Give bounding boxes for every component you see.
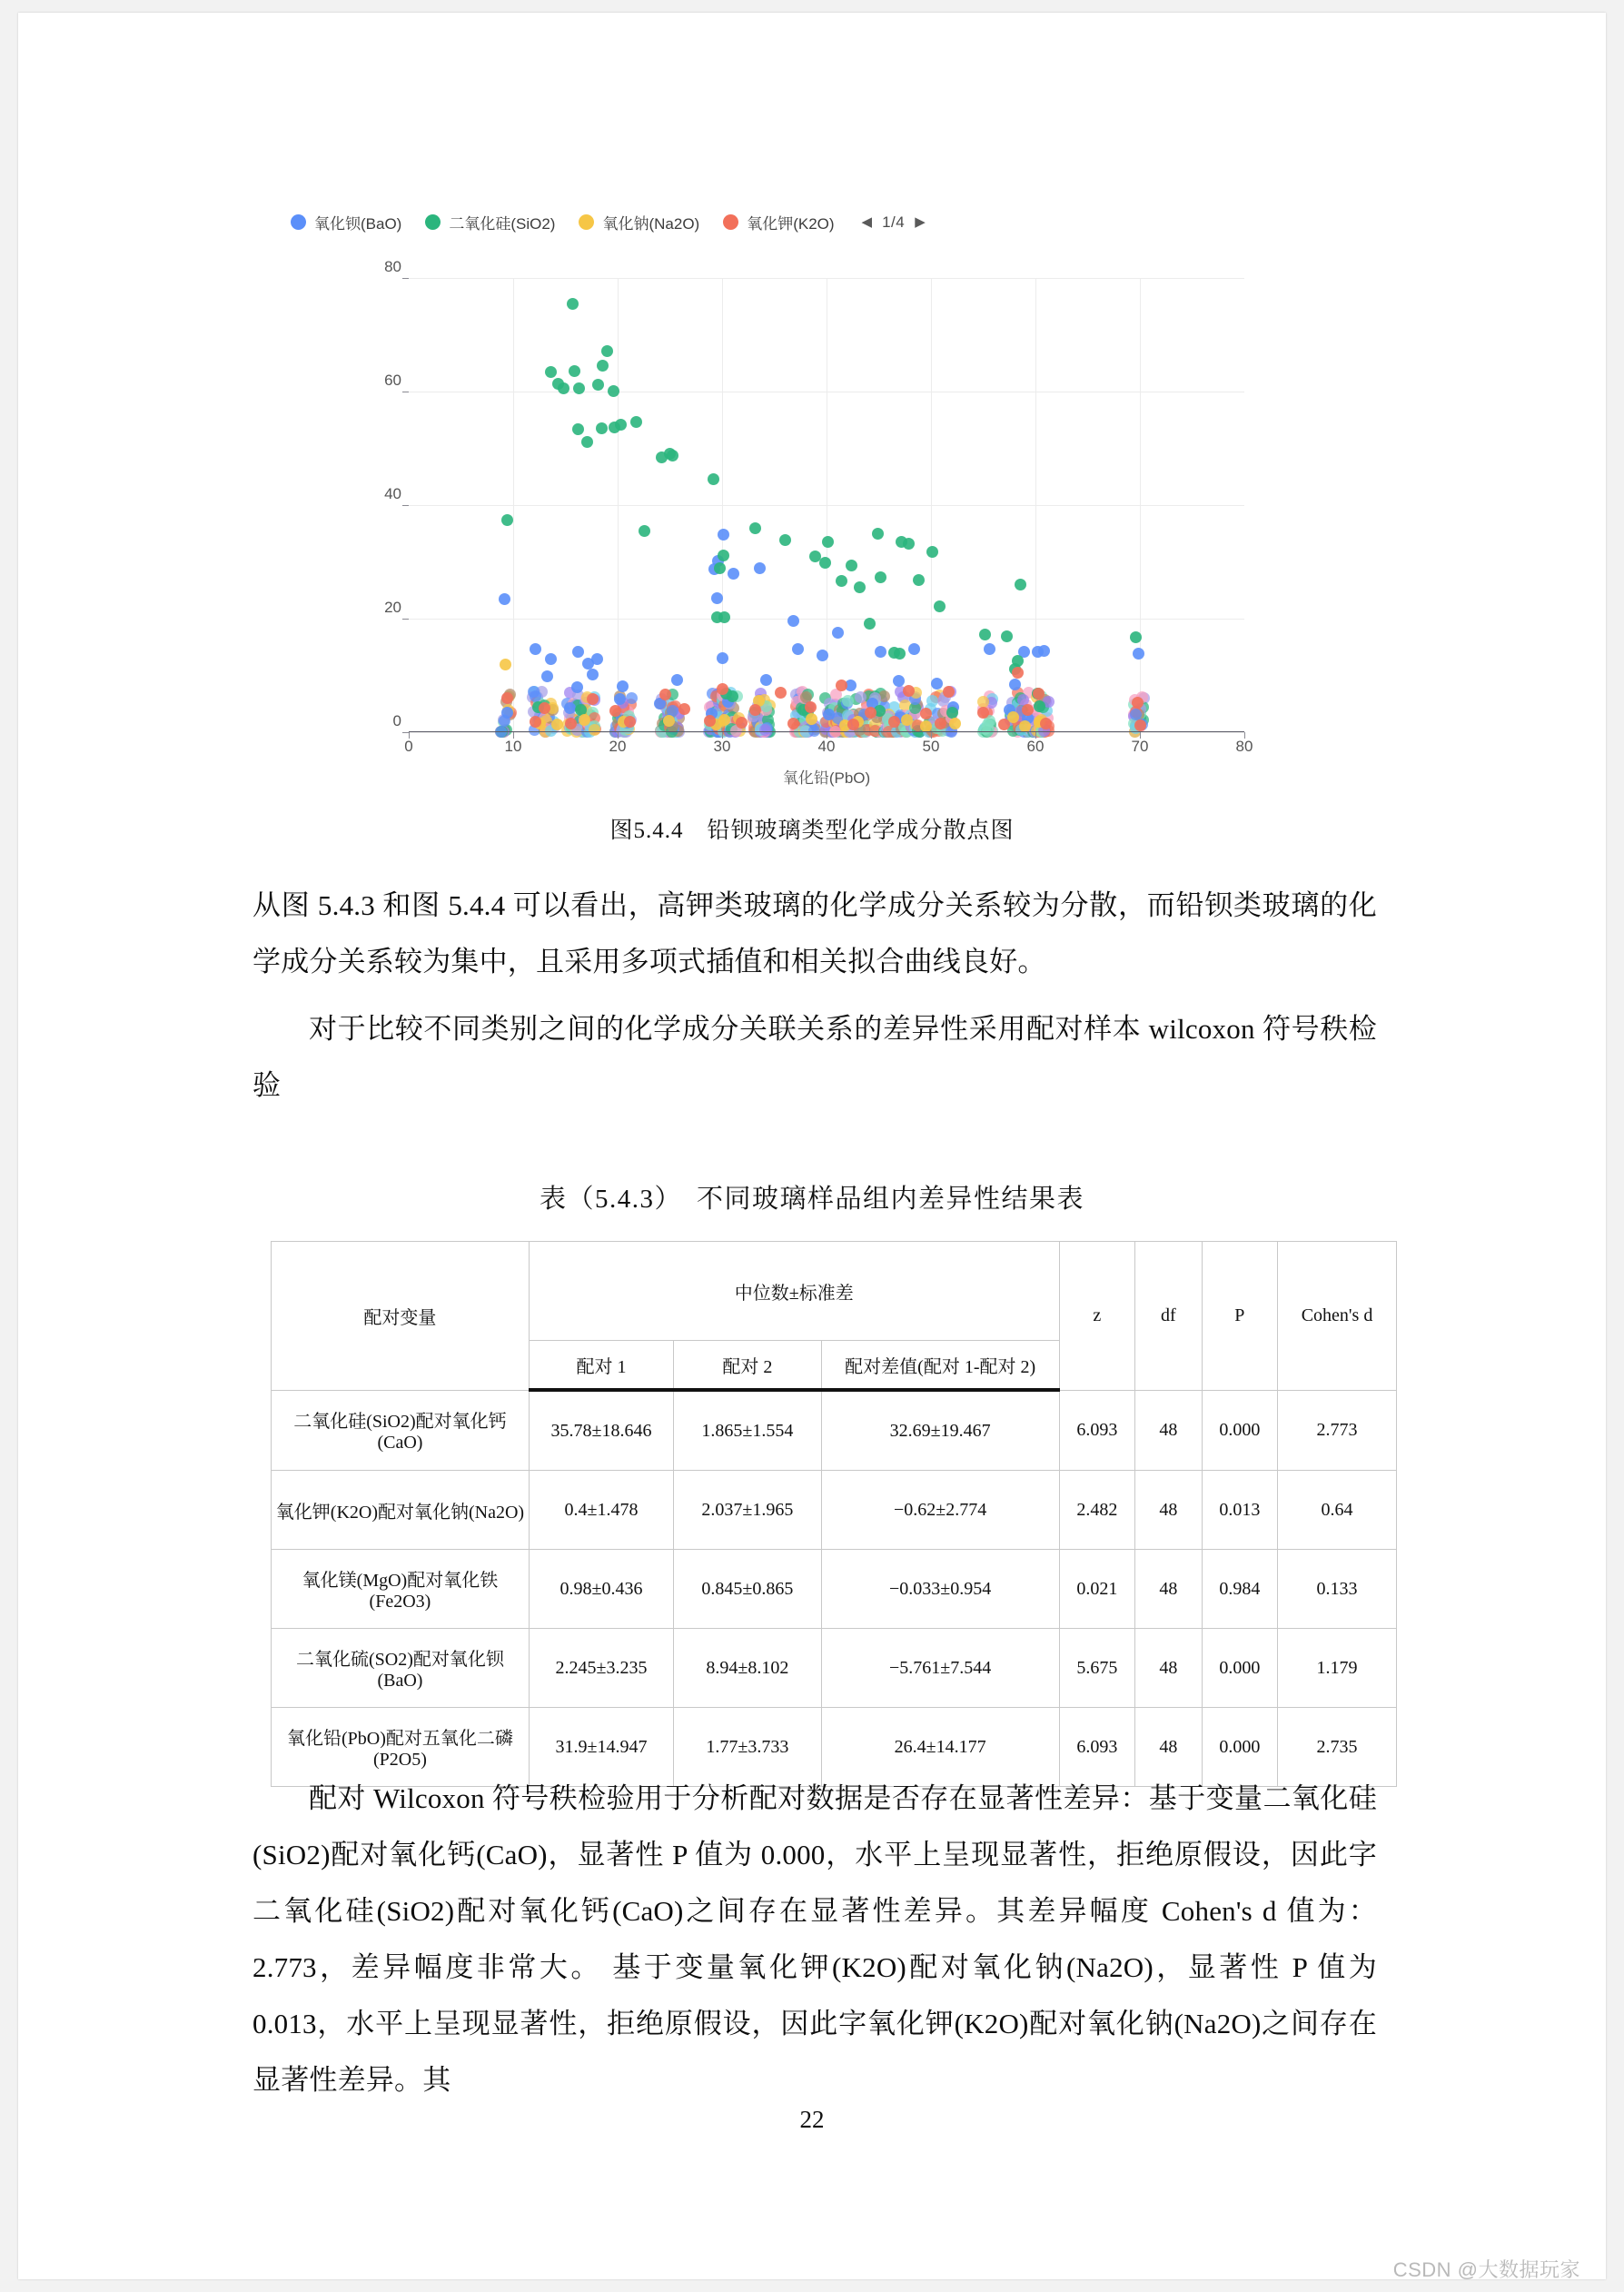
legend-item-1[interactable] [425, 211, 555, 233]
x-axis-title: 氧化铅(PbO) [782, 769, 871, 787]
cell-pair1: 0.98±0.436 [529, 1550, 673, 1629]
scatter-point-series-1 [708, 473, 719, 485]
scatter-point-series-0 [718, 529, 729, 541]
scatter-point-series-3 [805, 701, 817, 713]
scatter-point-series-0 [571, 681, 583, 693]
cell-pair1: 31.9±14.947 [529, 1708, 673, 1787]
th-df: df [1135, 1242, 1203, 1391]
scatter-point-series-0 [614, 693, 626, 705]
th-diff: 配对差值(配对 1-配对 2) [821, 1341, 1059, 1391]
scatter-point-series-1 [864, 618, 876, 630]
cell-cohens-d: 1.179 [1278, 1629, 1397, 1708]
scatter-point [842, 695, 854, 707]
x-tick-label: 20 [609, 738, 627, 755]
scatter-point-series-0 [832, 627, 844, 639]
x-axis-tick-labels [404, 738, 1253, 765]
scatter-point-series-0 [817, 650, 828, 661]
scatter-point-series-3 [836, 680, 847, 691]
scatter-point-series-0 [1133, 648, 1144, 660]
scatter-point-series-1 [567, 298, 579, 310]
gridline-vertical [1140, 278, 1141, 732]
scatter-point [528, 686, 540, 698]
scatter-point-series-1 [1130, 631, 1142, 643]
scatter-point-series-0 [760, 674, 772, 686]
legend-color-dot [291, 214, 306, 230]
legend-item-3[interactable] [723, 211, 834, 233]
cell-z: 6.093 [1059, 1390, 1134, 1471]
scatter-point-series-0 [545, 653, 557, 665]
cell-pair1: 35.78±18.646 [529, 1390, 673, 1471]
scatter-point-series-1 [1015, 579, 1026, 590]
scatter-point-series-1 [592, 379, 604, 391]
scatter-point-series-1 [749, 522, 761, 534]
scatter-point-series-0 [587, 669, 599, 680]
scatter-point-series-0 [564, 702, 576, 714]
legend-pager [862, 213, 926, 232]
scatter-point-series-0 [908, 643, 920, 655]
cell-p: 0.000 [1202, 1390, 1277, 1471]
scatter-point-series-0 [717, 652, 728, 664]
y-axis-tick-labels [365, 258, 401, 729]
cell-diff: 26.4±14.177 [821, 1708, 1059, 1787]
scatter-point-series-0 [617, 680, 629, 692]
x-tick-label: 50 [922, 738, 940, 755]
scatter-point-series-3 [920, 708, 932, 719]
scatter-point-series-1 [630, 416, 642, 428]
scatter-point-series-1 [608, 385, 619, 397]
scatter-point-series-1 [872, 528, 884, 540]
scatter-point-series-3 [775, 687, 787, 699]
cell-df: 48 [1135, 1629, 1203, 1708]
scatter-point-series-1 [552, 378, 564, 390]
scatter-point-series-0 [591, 653, 603, 665]
scatter-point-series-0 [499, 593, 510, 605]
scatter-point-series-1 [581, 436, 593, 448]
cell-pair2: 1.77±3.733 [674, 1708, 822, 1787]
y-axis-tick [402, 732, 409, 733]
x-tick-label: 0 [404, 738, 413, 755]
table-row [272, 1550, 1397, 1629]
scatter-point-series-3 [704, 715, 716, 727]
legend-label: 氧化钡(BaO) [314, 215, 402, 233]
cell-cohens-d: 0.133 [1278, 1550, 1397, 1629]
th-cohens-d: Cohen's d [1278, 1242, 1397, 1391]
cell-variable: 氧化镁(MgO)配对氧化铁(Fe2O3) [272, 1550, 530, 1629]
scatter-point-series-2 [579, 714, 590, 726]
cell-variable: 二氧化硫(SO2)配对氧化钡(BaO) [272, 1629, 530, 1708]
cell-pair1: 0.4±1.478 [529, 1471, 673, 1550]
scatter-point-series-3 [1012, 667, 1024, 679]
scatter-point-series-1 [926, 546, 938, 558]
cell-cohens-d: 2.773 [1278, 1390, 1397, 1471]
legend-label: 二氧化硅(SiO2) [449, 215, 556, 233]
scatter-point-series-3 [565, 718, 577, 729]
y-tick-label: 60 [384, 372, 401, 389]
triangle-right-icon[interactable]: ▶ [915, 214, 926, 230]
cell-df: 48 [1135, 1471, 1203, 1550]
scatter-point-series-0 [572, 646, 584, 658]
scatter-point-series-0 [984, 643, 995, 655]
cell-z: 0.021 [1059, 1550, 1134, 1629]
cell-z: 2.482 [1059, 1471, 1134, 1550]
scatter-point-series-0 [1038, 645, 1050, 657]
scatter-point-series-1 [718, 611, 730, 623]
y-axis-tick [402, 505, 409, 506]
y-axis-tick [402, 619, 409, 620]
chart-legend [291, 211, 926, 233]
scatter-point-series-2 [806, 713, 817, 725]
scatter-point-series-1 [822, 536, 834, 548]
scatter-point-series-1 [903, 538, 915, 550]
legend-item-2[interactable] [579, 211, 699, 233]
scatter-point-series-1 [667, 450, 678, 461]
scatter-point [926, 695, 938, 707]
watermark: CSDN @大数据玩家 [1392, 2258, 1580, 2279]
scatter-point-series-3 [678, 703, 690, 715]
scatter-plot [384, 258, 1253, 787]
legend-label: 氧化钾(K2O) [747, 215, 835, 233]
scatter-point-series-1 [639, 525, 650, 537]
cell-z: 5.675 [1059, 1629, 1134, 1708]
scatter-point-series-3 [501, 692, 513, 704]
table-row [272, 1471, 1397, 1550]
scatter-point-series-1 [913, 574, 925, 586]
scatter-point-series-1 [779, 534, 791, 546]
scatter-point-series-1 [894, 648, 906, 660]
scatter-point-series-1 [573, 382, 585, 394]
scatter-point-series-1 [727, 690, 738, 702]
x-tick-label: 70 [1131, 738, 1149, 755]
scatter-point-series-1 [601, 345, 613, 357]
cell-p: 0.000 [1202, 1708, 1277, 1787]
scatter-point-series-1 [569, 365, 580, 377]
cell-variable: 二氧化硅(SiO2)配对氧化钙(CaO) [272, 1390, 530, 1471]
scatter-point-series-1 [854, 581, 866, 593]
scatter-point-series-1 [615, 419, 627, 431]
scatter-point-series-0 [501, 707, 513, 719]
scatter-point-series-1 [934, 600, 946, 612]
scatter-point-series-1 [545, 366, 557, 378]
pager-count: 1/4 [882, 213, 906, 231]
cell-variable: 氧化钾(K2O)配对氧化钠(Na2O) [272, 1471, 530, 1550]
table-title: 表（5.4.3） 不同玻璃样品组内差异性结果表 [539, 1185, 1084, 1214]
legend-color-dot [579, 214, 594, 230]
scatter-point-series-3 [787, 718, 799, 729]
scatter-point-series-0 [787, 615, 799, 627]
table-row [272, 1390, 1397, 1471]
scatter-point-series-0 [711, 592, 723, 604]
legend-item-0[interactable] [291, 211, 401, 233]
scatter-point-series-0 [823, 709, 835, 720]
x-tick-label: 80 [1235, 738, 1253, 755]
scatter-point-series-3 [1033, 688, 1045, 700]
scatter-point-series-0 [893, 675, 905, 687]
y-tick-label: 40 [384, 485, 401, 502]
figure-caption: 图5.4.4 铅钡玻璃类型化学成分散点图 [609, 819, 1015, 843]
cell-diff: 32.69±19.467 [821, 1390, 1059, 1471]
scatter-point-series-2 [949, 718, 961, 729]
legend-color-dot [425, 214, 441, 230]
scatter-point-series-0 [541, 670, 553, 682]
cell-cohens-d: 0.64 [1278, 1471, 1397, 1550]
scatter-point-series-1 [846, 560, 857, 571]
scatter-point-series-0 [671, 674, 683, 686]
scatter-point-series-1 [875, 571, 886, 583]
stat-table [271, 1241, 1397, 1787]
gridline-vertical [618, 278, 619, 732]
scatter-point-series-0 [530, 643, 541, 655]
x-tick-label: 30 [713, 738, 731, 755]
th-pair2: 配对 2 [674, 1341, 822, 1391]
legend-label: 氧化钠(Na2O) [602, 215, 700, 233]
scatter-point-series-0 [728, 568, 739, 580]
scatter-point-series-1 [836, 575, 847, 587]
th-pair1: 配对 1 [529, 1341, 673, 1391]
y-tick-label: 0 [392, 712, 401, 729]
scatter-point-series-1 [819, 557, 831, 569]
paragraph-3: 配对 Wilcoxon 符号秩检验用于分析配对数据是否存在显著性差异：基于变量二氧化硅(SiO2)配对氧化钙(CaO)，显著性 P 值为 0.000，水平上呈现显著性，拒绝原假设，因此字二氧化硅(SiO2)配对氧化钙(CaO)之间存在显著性差异。其差异幅度 Cohen's d 值为：2.773，差异幅度非常大。 基于变量氧化钾(K2O)配对氧化钠(Na2O)，显著性 P 值为 0.013，水平上呈现显著性，拒绝原假设，因此字氧化钾(K2O)配对氧化钠(Na2O)之间存在显著性差异。其 [253, 1782, 1377, 2096]
x-tick-label: 40 [817, 738, 836, 755]
cell-diff: −5.761±7.544 [821, 1629, 1059, 1708]
scatter-point-series-0 [792, 643, 804, 655]
cell-df: 48 [1135, 1390, 1203, 1471]
cell-df: 48 [1135, 1708, 1203, 1787]
gridline-vertical [931, 278, 932, 732]
x-tick-label: 60 [1026, 738, 1045, 755]
scatter-point-series-1 [597, 360, 609, 372]
scatter-point-series-3 [530, 716, 541, 728]
triangle-left-icon[interactable]: ◀ [861, 214, 873, 230]
scatter-point-series-3 [935, 718, 946, 729]
paragraph-2: 对于比较不同类别之间的化学成分关联关系的差异性采用配对样本 wilcoxon 符号秩检验 [253, 1013, 1377, 1101]
scatter-point-series-3 [865, 707, 876, 719]
scatter-point-series-3 [1134, 719, 1146, 731]
cell-p: 0.984 [1202, 1550, 1277, 1629]
scatter-point-series-2 [663, 715, 675, 727]
scatter-point-series-1 [714, 562, 726, 574]
cell-pair2: 1.865±1.554 [674, 1390, 822, 1471]
cell-variable: 氧化铅(PbO)配对五氧化二磷(P2O5) [272, 1708, 530, 1787]
cell-diff: −0.033±0.954 [821, 1550, 1059, 1629]
y-tick-label: 20 [384, 599, 401, 616]
scatter-point-series-0 [1009, 679, 1021, 690]
cell-cohens-d: 2.735 [1278, 1708, 1397, 1787]
scatter-point-series-1 [596, 422, 608, 434]
plot-area [409, 278, 1244, 732]
scatter-point-series-1 [979, 629, 991, 640]
gridline-vertical [513, 278, 514, 732]
scatter-point-series-1 [572, 423, 584, 435]
document-page [18, 13, 1606, 2279]
scatter-point-series-3 [717, 683, 728, 695]
page-number: 22 [799, 2106, 825, 2133]
cell-pair2: 2.037±1.965 [674, 1471, 822, 1550]
cell-p: 0.013 [1202, 1471, 1277, 1550]
cell-p: 0.000 [1202, 1629, 1277, 1708]
scatter-point-series-0 [931, 678, 943, 690]
y-tick-label: 80 [384, 258, 401, 275]
cell-pair1: 2.245±3.235 [529, 1629, 673, 1708]
th-group: 中位数±标准差 [529, 1242, 1059, 1341]
cell-df: 48 [1135, 1550, 1203, 1629]
cell-diff: −0.62±2.774 [821, 1471, 1059, 1550]
cell-z: 6.093 [1059, 1708, 1134, 1787]
scatter-point-series-1 [718, 550, 729, 561]
legend-color-dot [723, 214, 738, 230]
table-row [272, 1629, 1397, 1708]
scatter-point-series-3 [736, 717, 748, 729]
y-axis-tick [402, 278, 409, 279]
scatter-point-series-1 [501, 514, 513, 526]
paragraph-1: 从图 5.4.3 和图 5.4.4 可以看出，高钾类玻璃的化学成分关系较为分散，而铅钡类玻璃的化学成分关系较为集中，且采用多项式插值和相关拟合曲线良好。 [253, 889, 1377, 977]
cell-pair2: 8.94±8.102 [674, 1629, 822, 1708]
th-z: z [1059, 1242, 1134, 1391]
th-variable: 配对变量 [272, 1242, 530, 1391]
gridline-vertical [1035, 278, 1036, 732]
scatter-point-series-0 [754, 562, 766, 574]
th-p: P [1202, 1242, 1277, 1391]
scatter-point-series-2 [500, 659, 511, 670]
x-tick-label: 10 [504, 738, 522, 755]
cell-pair2: 0.845±0.865 [674, 1550, 822, 1629]
scatter-point-series-1 [1001, 630, 1013, 642]
scatter-point-series-0 [875, 646, 886, 658]
